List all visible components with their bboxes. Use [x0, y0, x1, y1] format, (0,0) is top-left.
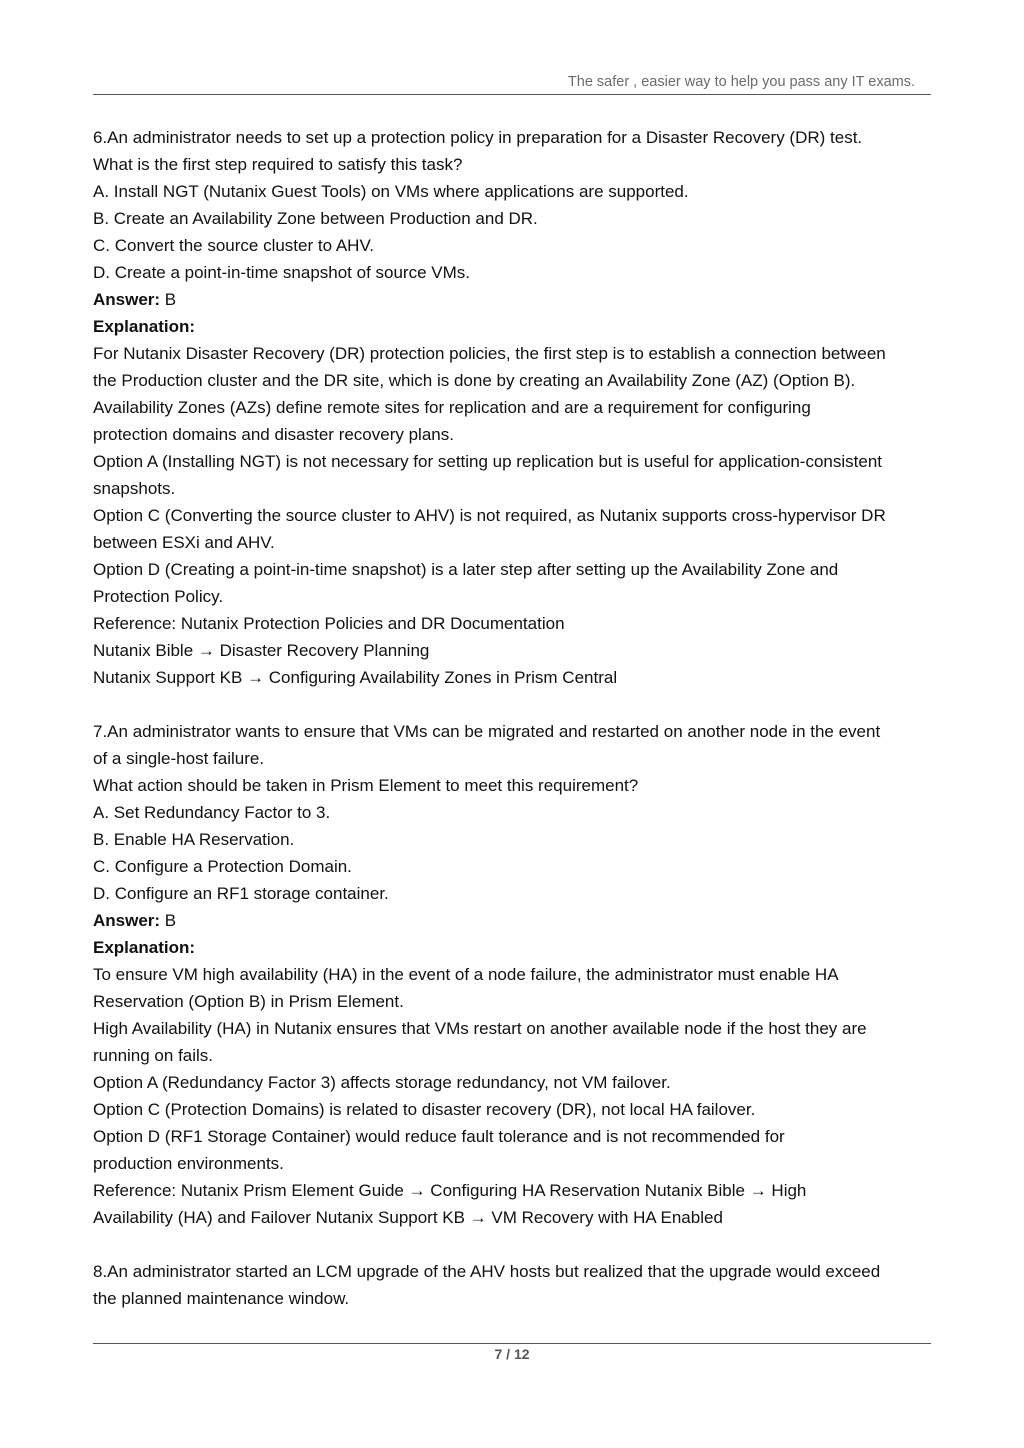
- explanation-line: snapshots.: [93, 479, 176, 498]
- explanation-line: Reservation (Option B) in Prism Element.: [93, 992, 404, 1011]
- explanation-line: Availability Zones (AZs) define remote sites for replication and are a requirement for configuring: [93, 398, 811, 417]
- explanation-line: Option A (Redundancy Factor 3) affects storage redundancy, not VM failover.: [93, 1073, 671, 1092]
- explanation-line: running on fails.: [93, 1046, 214, 1065]
- explanation-line: Option C (Converting the source cluster to AHV) is not required, as Nutanix supports cross-hypervisor DR: [93, 506, 886, 525]
- page-header: [93, 72, 931, 95]
- explanation-label: Explanation:: [93, 938, 196, 957]
- explanation-line: To ensure VM high availability (HA) in the event of a node failure, the administrator must enable HA: [93, 965, 839, 984]
- option-d: D. Create a point-in-time snapshot of source VMs.: [93, 263, 470, 282]
- question-text: What action should be taken in Prism Element to meet this requirement?: [93, 776, 639, 795]
- explanation-line: between ESXi and AHV.: [93, 533, 275, 552]
- question-text: 6.An administrator needs to set up a protection policy in preparation for a Disaster Recovery (DR) test.: [93, 128, 863, 147]
- explanation-line: Option D (Creating a point-in-time snapshot) is a later step after setting up the Availability Zone and: [93, 560, 839, 579]
- answer-label: Answer:: [93, 290, 161, 309]
- explanation-line: Option D (RF1 Storage Container) would reduce fault tolerance and is not recommended for: [93, 1127, 785, 1146]
- explanation-heading: [93, 934, 935, 961]
- explanation-line: protection domains and disaster recovery plans.: [93, 425, 454, 444]
- explanation-line: For Nutanix Disaster Recovery (DR) protection policies, the first step is to establish a connection between: [93, 344, 886, 363]
- answer-line: [93, 286, 935, 313]
- question-text: What is the first step required to satisfy this task?: [93, 155, 463, 174]
- reference-line: Nutanix Bible → Disaster Recovery Planning: [93, 641, 430, 660]
- explanation-line: the Production cluster and the DR site, which is done by creating an Availability Zone (AZ) (Option B).: [93, 371, 856, 390]
- question-text: the planned maintenance window.: [93, 1289, 350, 1308]
- reference-line: Availability (HA) and Failover Nutanix Support KB → VM Recovery with HA Enabled: [93, 1208, 723, 1227]
- option-b: B. Create an Availability Zone between Production and DR.: [93, 209, 538, 228]
- option-b: B. Enable HA Reservation.: [93, 830, 295, 849]
- answer-value: B: [160, 911, 177, 930]
- page-content: [93, 124, 935, 1312]
- explanation-heading: [93, 313, 935, 340]
- question-text: 8.An administrator started an LCM upgrade of the AHV hosts but realized that the upgrade would exceed: [93, 1262, 881, 1281]
- reference-line: Nutanix Support KB → Configuring Availability Zones in Prism Central: [93, 668, 618, 687]
- answer-value: B: [160, 290, 177, 309]
- header-tagline: The safer , easier way to help you pass any IT exams.: [567, 74, 915, 90]
- option-a: A. Install NGT (Nutanix Guest Tools) on VMs where applications are supported.: [93, 182, 689, 201]
- reference-line: Reference: Nutanix Prism Element Guide → Configuring HA Reservation Nutanix Bible → High: [93, 1181, 807, 1200]
- question-8: [93, 1258, 935, 1312]
- question-text: 7.An administrator wants to ensure that VMs can be migrated and restarted on another node in the event: [93, 722, 881, 741]
- section-spacer: [93, 691, 935, 718]
- option-a: A. Set Redundancy Factor to 3.: [93, 803, 331, 822]
- explanation-line: Option C (Protection Domains) is related to disaster recovery (DR), not local HA failover.: [93, 1100, 756, 1119]
- option-c: C. Configure a Protection Domain.: [93, 857, 352, 876]
- question-7: [93, 718, 935, 1231]
- reference-line: Reference: Nutanix Protection Policies and DR Documentation: [93, 614, 565, 633]
- explanation-line: production environments.: [93, 1154, 284, 1173]
- section-spacer: [93, 1231, 935, 1258]
- question-6: [93, 124, 935, 691]
- footer-divider: [93, 1343, 931, 1344]
- question-text: of a single-host failure.: [93, 749, 265, 768]
- option-c: C. Convert the source cluster to AHV.: [93, 236, 374, 255]
- explanation-line: High Availability (HA) in Nutanix ensures that VMs restart on another available node if the host they are: [93, 1019, 867, 1038]
- explanation-line: Protection Policy.: [93, 587, 224, 606]
- explanation-label: Explanation:: [93, 317, 196, 336]
- option-d: D. Configure an RF1 storage container.: [93, 884, 389, 903]
- page-number: 7 / 12: [494, 1346, 530, 1362]
- answer-line: [93, 907, 935, 934]
- explanation-line: Option A (Installing NGT) is not necessary for setting up replication but is useful for application-consistent: [93, 452, 883, 471]
- answer-label: Answer:: [93, 911, 161, 930]
